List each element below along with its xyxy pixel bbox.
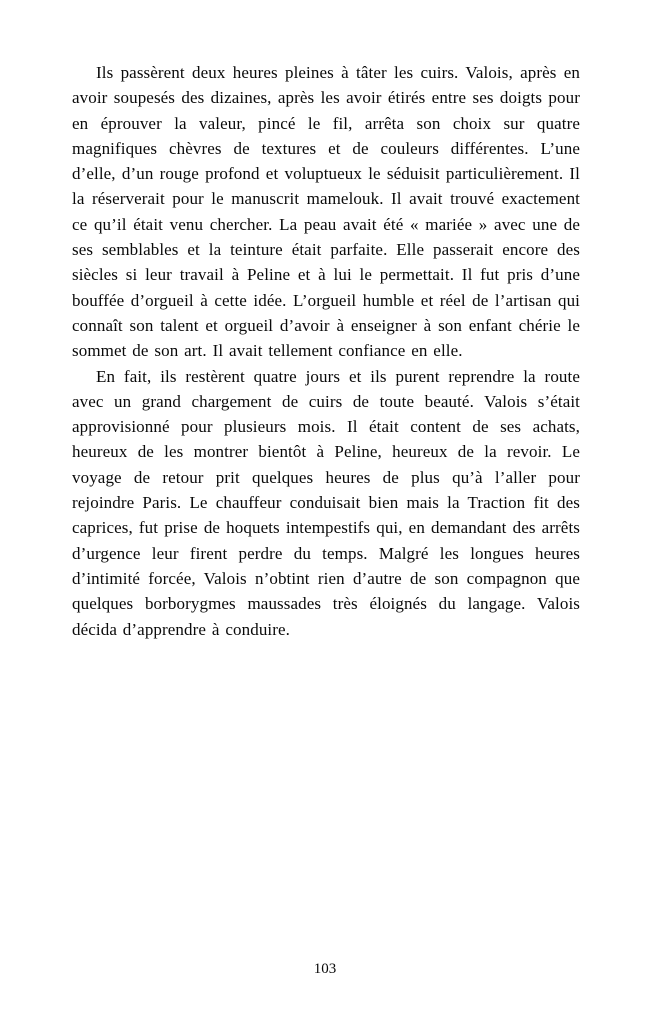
paragraph-2: En fait, ils restèrent quatre jours et ils purent reprendre la route avec un grand chargement de cuirs de toute beauté. Valois s’était approvisionné pour plusieurs mois. Il était content de ses achats, heureux de les montrer bientôt à Peline, heureux de la revoir. Le voyage de retour prit quelques heures de plus qu’à l’aller pour rejoindre Paris. Le chauffeur conduisait bien mais la Traction fit des caprices, fut prise de hoquets intempestifs qui, en demandant des arrêts d’urgence leur firent perdre du temps. Malgré les longues heures d’intimité forcée, Valois n’obtint rien d’autre de son compagnon que quelques borborygmes maussades très éloignés du langage. Valois décida d’apprendre à conduire. [72,366,580,639]
page-text [72,60,580,642]
paragraph-1: Ils passèrent deux heures pleines à tâter les cuirs. Valois, après en avoir soupesés des dizaines, après les avoir étirés entre ses doigts pour en éprouver la valeur, pincé le fil, arrêta son choix sur quatre magnifiques chèvres de textures et de couleurs différentes. L’une d’elle, d’un rouge profond et voluptueux le séduisit particulièrement. Il la réserverait pour le manuscrit mamelouk. Il avait trouvé exactement ce qu’il était venu chercher. La peau avait été « mariée » avec une de ses semblables et la teinture était parfaite. Elle passerait encore des siècles si leur travail à Peline et à lui le permettait. Il fut pris d’une bouffée d’orgueil à cette idée. L’orgueil humble et réel de l’artisan qui connaît son talent et orgueil d’avoir à enseigner à son enfant chérie le sommet de son art. Il avait tellement confiance en elle. [72,63,580,361]
page-number: 103 [313,961,337,977]
